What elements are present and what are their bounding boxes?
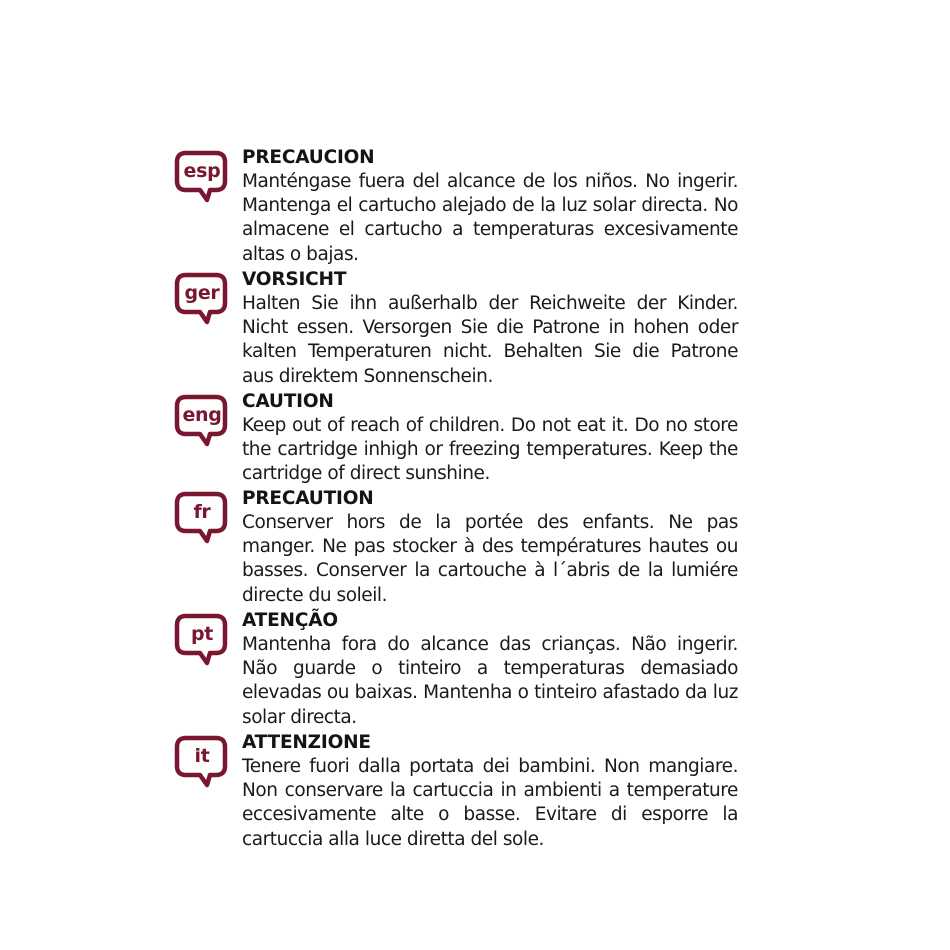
section-esp [172, 146, 752, 267]
section-fr [172, 487, 752, 608]
section-it [172, 731, 752, 852]
section-heading: ATTENZIONE [242, 732, 371, 753]
section-text: Mantenha fora do alcance das crianças. Não ingerir. Não guarde o tinteiro a temperaturas demasiado elevadas ou baixas. Mantenha o tinteiro afastado da luz solar directa. [242, 634, 738, 728]
language-code: pt [190, 623, 214, 645]
section-heading: ATENÇÃO [242, 610, 338, 631]
section-heading: VORSICHT [242, 269, 347, 290]
section-pt [172, 609, 752, 730]
section-text: Manténgase fuera del alcance de los niños. No ingerir. Mantenga el cartucho alejado de la luz solar directa. No almacene el cartucho a temperaturas excesivamente altas o bajas. [242, 171, 738, 265]
section-ger [172, 268, 752, 389]
language-code: eng [182, 404, 222, 426]
section-text: Halten Sie ihn außerhalb der Reichweite der Kinder. Nicht essen. Versorgen Sie die Patrone in hohen oder kalten Temperaturen nicht. Behalten Sie die Patrone aus direktem Sonnenschein. [242, 293, 738, 387]
language-badge-ger [174, 272, 228, 326]
section-text: Keep out of reach of children. Do not eat it. Do no store the cartridge inhigh or freezing temperatures. Keep the cartridge of direct sunshine. [242, 415, 738, 485]
section-heading: PRECAUCION [242, 147, 375, 168]
language-badge-pt [174, 613, 228, 667]
language-badge-esp [174, 150, 228, 204]
section-text: Conserver hors de la portée des enfants. Ne pas manger. Ne pas stocker à des températures hautes ou basses. Conserver la cartouche à l´abris de la lumiére directe du soleil. [242, 512, 738, 606]
language-badge-it [174, 735, 228, 789]
language-code: ger [184, 282, 220, 304]
section-heading: PRECAUTION [242, 488, 374, 509]
language-code: esp [183, 160, 221, 182]
section-text: Tenere fuori dalla portata dei bambini. Non mangiare. Non conservare la cartuccia in ambienti a temperature eccesivamente alte o basse. Evitare di esporre la cartuccia alla luce diretta del sole. [242, 756, 738, 850]
language-code: fr [193, 501, 211, 523]
language-badge-eng [174, 394, 228, 448]
language-code: it [194, 745, 210, 767]
section-heading: CAUTION [242, 391, 334, 412]
language-badge-fr [174, 491, 228, 545]
section-eng [172, 390, 752, 487]
